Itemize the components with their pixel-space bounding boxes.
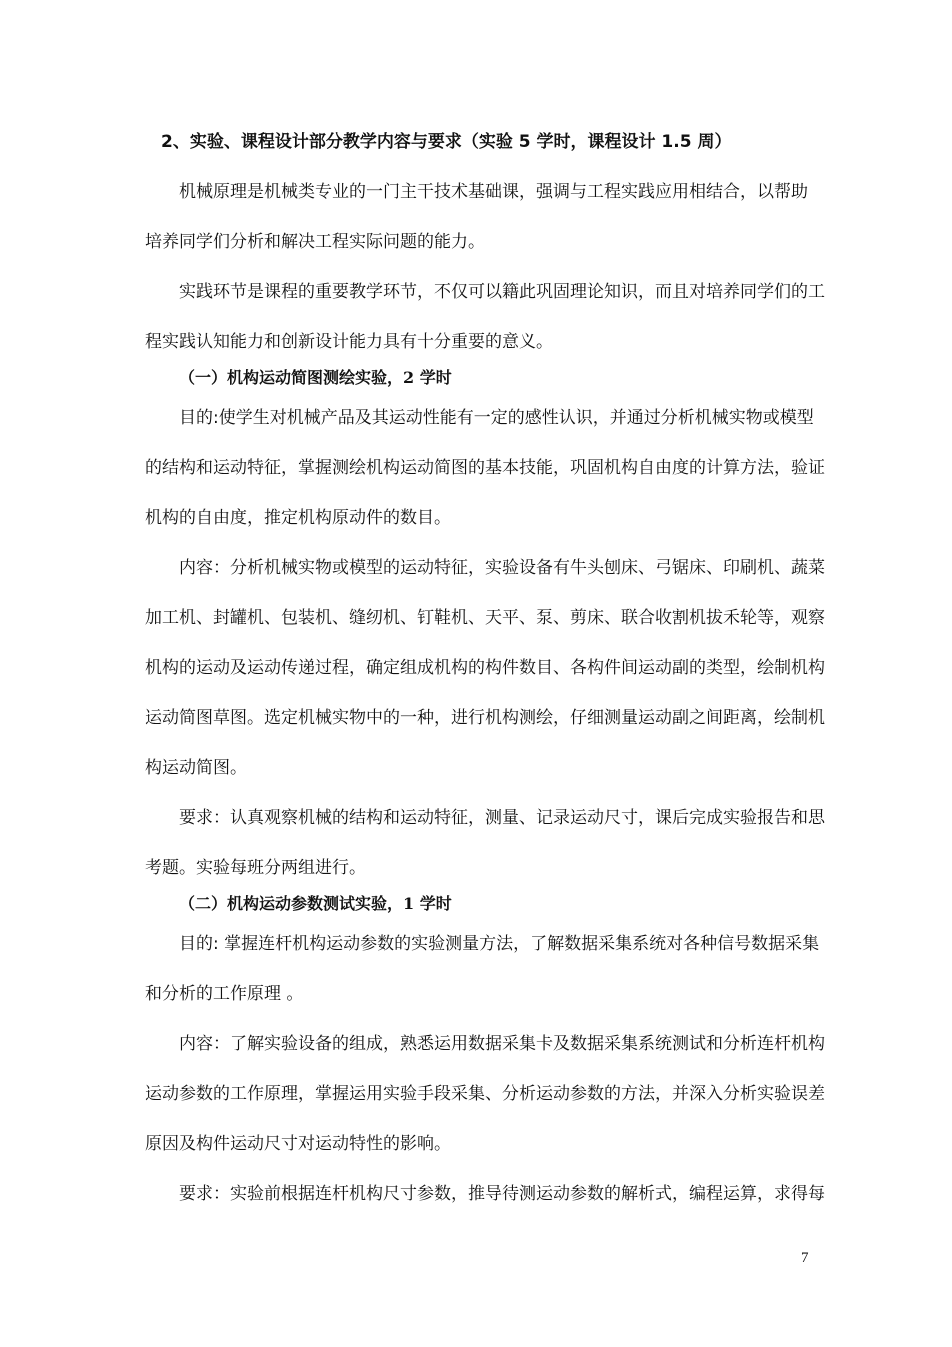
exp1-content-line-1: 内容：分析机械实物或模型的运动特征，实验设备有牛头刨床、弓锯床、印刷机、蔬菜	[179, 558, 825, 578]
exp1-content-line-5: 构运动简图。	[145, 758, 247, 778]
intro-line-2: 培养同学们分析和解决工程实际问题的能力。	[145, 232, 485, 252]
practice-line-1: 实践环节是课程的重要教学环节，不仅可以籍此巩固理论知识，而且对培养同学们的工	[179, 282, 825, 302]
page-number: 7	[801, 1250, 809, 1266]
exp1-purpose-line-1: 目的:使学生对机械产品及其运动性能有一定的感性认识，并通过分析机械实物或模型	[179, 408, 814, 428]
exp2-requirement-line-1: 要求：实验前根据连杆机构尺寸参数，推导待测运动参数的解析式，编程运算，求得每	[179, 1184, 825, 1204]
practice-line-2: 程实践认知能力和创新设计能力具有十分重要的意义。	[145, 332, 553, 352]
exp1-purpose-line-3: 机构的自由度，推定机构原动件的数目。	[145, 508, 451, 528]
exp2-content-line-2: 运动参数的工作原理，掌握运用实验手段采集、分析运动参数的方法，并深入分析实验误差	[145, 1084, 825, 1104]
exp1-content-line-2: 加工机、封罐机、包装机、缝纫机、钉鞋机、天平、泵、剪床、联合收割机拔禾轮等，观察	[145, 608, 825, 628]
exp2-purpose-line-2: 和分析的工作原理 。	[145, 984, 304, 1004]
exp2-content-line-1: 内容：了解实验设备的组成，熟悉运用数据采集卡及数据采集系统测试和分析连杆机构	[179, 1034, 825, 1054]
exp1-requirement-line-2: 考题。实验每班分两组进行。	[145, 858, 366, 878]
exp2-purpose-line-1: 目的: 掌握连杆机构运动参数的实验测量方法，了解数据采集系统对各种信号数据采集	[179, 934, 820, 954]
exp2-content-line-3: 原因及构件运动尺寸对运动特性的影响。	[145, 1134, 451, 1154]
exp1-purpose-line-2: 的结构和运动特征，掌握测绘机构运动简图的基本技能，巩固机构自由度的计算方法，验证	[145, 458, 825, 478]
exp2-title: （二）机构运动参数测试实验，1 学时	[179, 894, 452, 913]
exp1-content-line-4: 运动简图草图。选定机械实物中的一种，进行机构测绘，仔细测量运动副之间距离，绘制机	[145, 708, 825, 728]
intro-line-1: 机械原理是机械类专业的一门主干技术基础课，强调与工程实践应用相结合，以帮助	[179, 182, 808, 202]
exp1-requirement-line-1: 要求：认真观察机械的结构和运动特征，测量、记录运动尺寸，课后完成实验报告和思	[179, 808, 825, 828]
exp1-content-line-3: 机构的运动及运动传递过程，确定组成机构的构件数目、各构件间运动副的类型，绘制机构	[145, 658, 825, 678]
section-heading: 2、实验、课程设计部分教学内容与要求（实验 5 学时，课程设计 1.5 周）	[161, 132, 732, 152]
exp1-title: （一）机构运动简图测绘实验，2 学时	[179, 368, 452, 387]
